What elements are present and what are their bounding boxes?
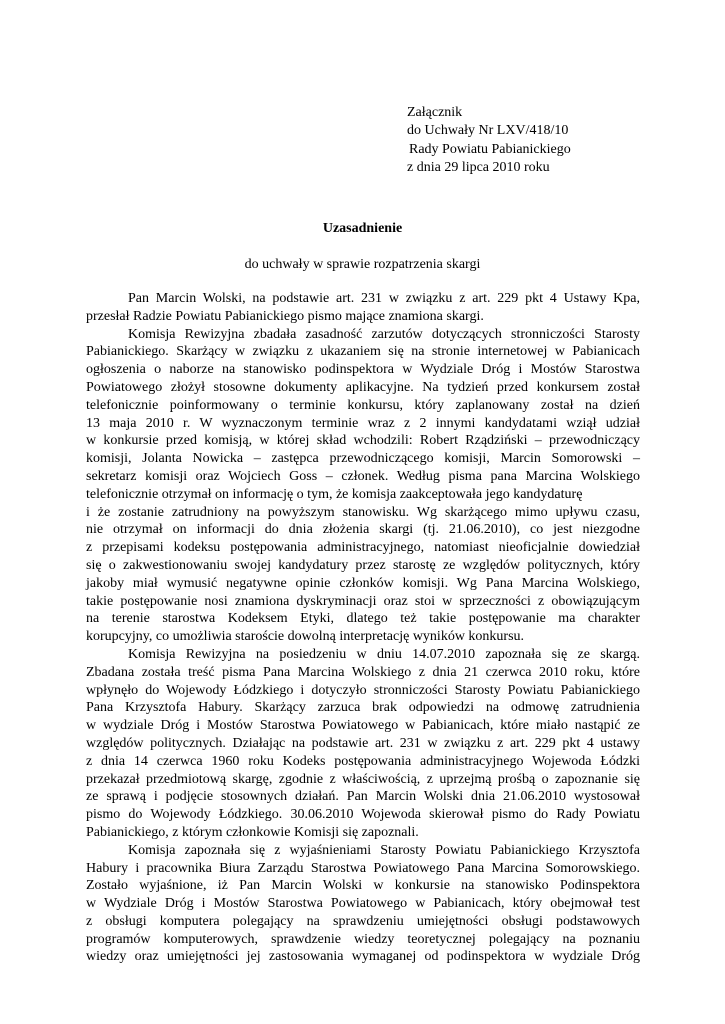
body-text-line: przekazał przedmiotową skargę, zgodnie z właściwością, z uprzejmą prośbą o zapoznanie się <box>86 771 640 787</box>
body-text-line: telefonicznie poinformowany o terminie konkursu, który zaplanowany został na dzień <box>86 397 640 413</box>
document-title: Uzasadnienie <box>322 221 403 236</box>
body-text-line: Pabianickiego, z którym członkowie Komisji się zapoznali. <box>86 824 419 840</box>
body-text-line: Pan Marcin Wolski, na podstawie art. 231 w związku z art. 229 pkt 4 Ustawy Kpa, <box>128 291 640 306</box>
body-text-line: sekretarz komisji oraz Wojciech Goss – członek. Według pisma pana Marcina Wolskiego <box>86 468 640 484</box>
body-text-line: jakoby miał wymusić negatywne opinie członków komisji. Wg Pana Marcina Wolskiego, <box>86 575 640 591</box>
attachment-label: Załącznik <box>407 105 463 120</box>
body-text-line: telefonicznie otrzymał on informację o tym, że komisja zaakceptowała jego kandydaturę <box>86 486 583 502</box>
body-text-line: w Wydziale Dróg i Mostów Starostwa Powiatowego w Pabianicach, który obejmował test <box>86 896 640 912</box>
body-text-line: wpłynęło do Wojewody Łódzkiego i dotyczyło stronniczości Starosty Powiatu Pabianickiego <box>86 682 640 698</box>
body-text-line: przesłał Radzie Powiatu Pabianickiego pismo mające znamiona skargi. <box>86 308 484 324</box>
body-text-line: komisji, Jolanta Nowicka – zastępca przewodniczącego komisji, Marcin Somorowski – <box>86 451 640 467</box>
body-text-line: Komisja Rewizyjna zbadała zasadność zarzutów dotyczących stronniczości Starosty <box>128 326 640 342</box>
body-text-line: się o zakwestionowaniu swojej kandydatury przez starostę ze względów politycznych, który <box>86 557 640 573</box>
body-text-line: Komisja zapoznała się z wyjaśnieniami Starosty Powiatu Pabianickiego Krzysztofa <box>128 842 640 858</box>
resolution-number: do Uchwały Nr LXV/418/10 <box>407 123 569 139</box>
body-text-line: Zbadana została treść pisma Pana Marcina Wolskiego z dnia 21 czerwca 2010 roku, które <box>86 664 640 680</box>
body-text-line: 13 maja 2010 r. W wyznaczonym terminie wraz z 2 innymi kandydatami wziął udział <box>86 415 640 431</box>
body-text-line: i że zostanie zatrudniony na powyższym stanowisku. Wg skarżącego mimo upływu czasu, <box>86 504 640 520</box>
body-text-line: z obsługi komputera polegający na sprawdzeniu umiejętności obsługi podstawowych <box>86 913 640 929</box>
document-subtitle: do uchwały w sprawie rozpatrzenia skargi <box>244 257 481 272</box>
document-body <box>86 290 640 966</box>
body-text-line: względów politycznych. Działając na podstawie art. 231 w związku z art. 229 pkt 4 ustawy <box>86 735 640 751</box>
body-text-line: korupcyjny, co umożliwia staroście dowolną interpretację wyników konkursu. <box>86 629 525 645</box>
council-name: Rady Powiatu Pabianickiego <box>409 141 571 157</box>
body-text-line: Pabianickiego. Skarżący w związku z ukazaniem się na stronie internetowej w Pabianicach <box>86 344 640 360</box>
body-text-line: z dnia 14 czerwca 1960 roku Kodeks postępowania administracyjnego Wojewoda Łódzki <box>86 753 640 769</box>
body-text-line: Powiatowego złożył stosowne dokumenty aplikacyjne. Na tydzień przed konkursem został <box>86 379 640 395</box>
body-text-line: Habury i pracownika Biura Zarządu Starostwa Powiatowego Pana Marcina Somorowskiego. <box>86 860 640 876</box>
body-text-line: w wydziale Dróg i Mostów Starostwa Powiatowego w Pabianicach, które miało nastąpić ze <box>86 718 640 734</box>
body-text-line: takie postępowanie nosi znamiona dyskryminacji oraz stoi w sprzeczności z obowiązującym <box>86 593 640 609</box>
resolution-date: z dnia 29 lipca 2010 roku <box>407 159 550 175</box>
body-text-line: ze sprawą i podjęcie stosownych działań. Pan Marcin Wolski dnia 21.06.2010 wystosował <box>86 789 640 805</box>
body-text-line: w konkursie przed komisją, w której skład wchodzili: Robert Rządziński – przewodniczący <box>86 433 640 449</box>
body-text-line: programów komputerowych, sprawdzenie wiedzy teoretycznej polegający na poznaniu <box>86 931 640 947</box>
body-text-line: Komisja Rewizyjna na posiedzeniu w dniu 14.07.2010 zapoznała się ze skargą. <box>128 646 640 662</box>
body-text-line: na terenie starostwa Kodeksem Etyki, dlatego też takie postępowanie ma charakter <box>86 611 640 627</box>
body-text-line: pismo do Wojewody Łódzkiego. 30.06.2010 Wojewoda skierował pismo do Rady Powiatu <box>86 807 640 823</box>
body-text-line: nie otrzymał on informacji do dnia złożenia skargi (tj. 21.06.2010), co jest niezgodne <box>86 522 640 538</box>
body-text-line: wiedzy oraz umiejętności jej zastosowania wymaganej od podinspektora w wydziale Dróg <box>86 949 640 965</box>
body-text-line: ogłoszenia o naborze na stanowisko podinspektora w Wydziale Dróg i Mostów Starostwa <box>86 362 640 378</box>
body-text-line: Pana Krzysztofa Habury. Skarżący zarzuca brak odpowiedzi na odmowę zatrudnienia <box>86 700 640 716</box>
body-text-line: z przepisami kodeksu postępowania administracyjnego, natomiast nieoficjalnie dowiedział <box>86 540 640 556</box>
attachment-header <box>407 104 571 177</box>
body-text-line: Zostało wyjaśnione, iż Pan Marcin Wolski w konkursie na stanowisko Podinspektora <box>86 878 640 894</box>
